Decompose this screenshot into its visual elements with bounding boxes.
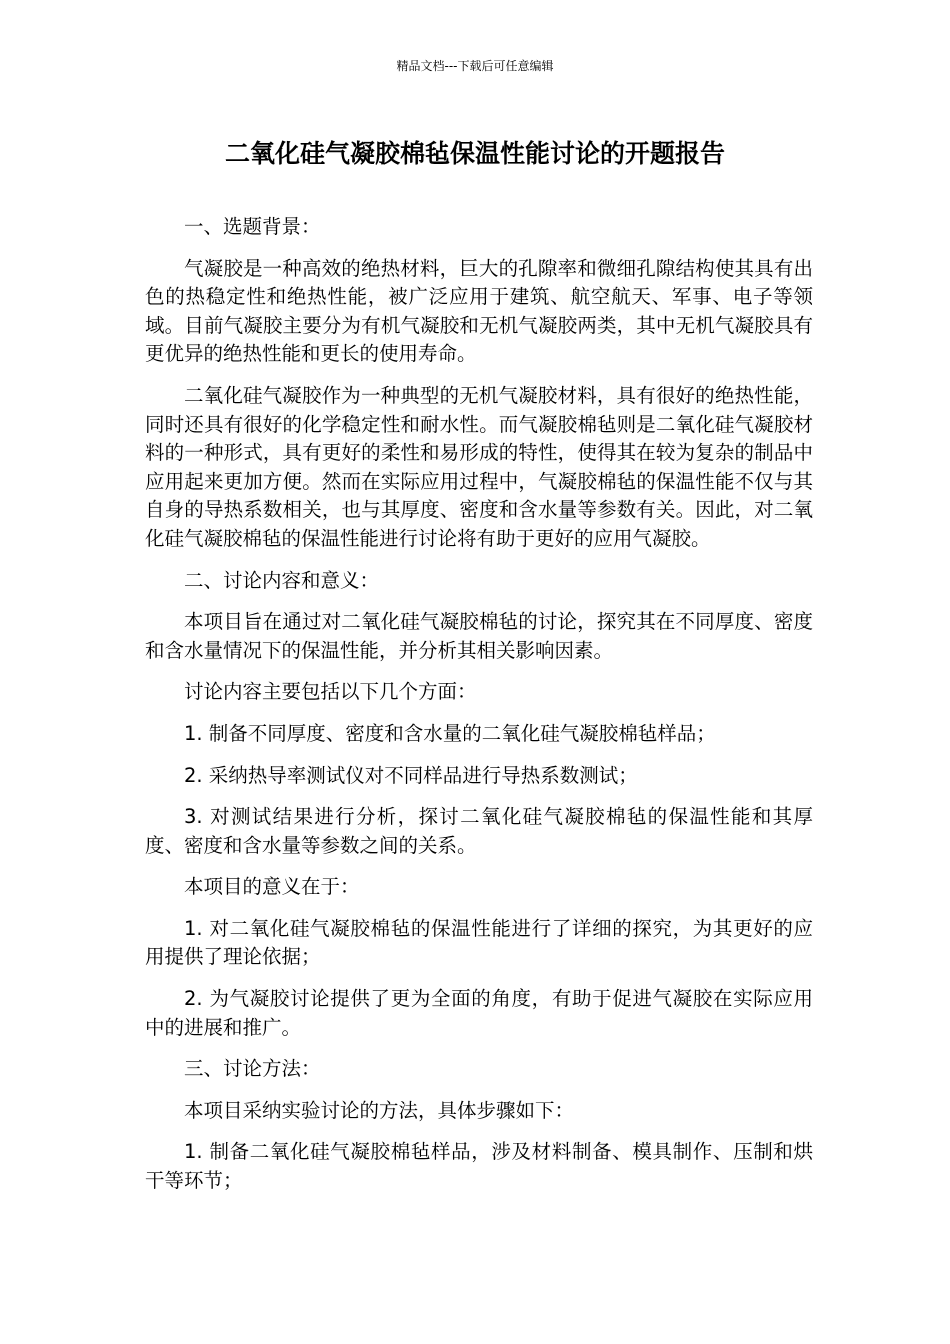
list-item-significance-2: 2. 为气凝胶讨论提供了更为全面的角度，有助于促进气凝胶在实际应用中的进展和推广。	[145, 987, 813, 1039]
paragraph-project-aim: 本项目旨在通过对二氧化硅气凝胶棉毡的讨论，探究其在不同厚度、密度和含水量情况下的保温性能，并分析其相关影响因素。	[145, 610, 813, 662]
paragraph-significance-intro: 本项目的意义在于：	[184, 875, 360, 899]
paragraph-methods-intro: 本项目采纳实验讨论的方法，具体步骤如下：	[184, 1098, 575, 1122]
paragraph-content-intro: 讨论内容主要包括以下几个方面：	[184, 680, 477, 704]
list-item-content-1: 1. 制备不同厚度、密度和含水量的二氧化硅气凝胶棉毡样品；	[184, 721, 716, 745]
section-heading-methods: 三、讨论方法：	[184, 1057, 321, 1081]
list-item-content-3: 3. 对测试结果进行分析，探讨二氧化硅气凝胶棉毡的保温性能和其厚度、密度和含水量等参数之间的关系。	[145, 805, 813, 857]
list-item-significance-1: 1. 对二氧化硅气凝胶棉毡的保温性能进行了详细的探究，为其更好的应用提供了理论依据；	[145, 916, 813, 969]
document-title: 二氧化硅气凝胶棉毡保温性能讨论的开题报告	[224, 139, 725, 168]
paragraph-aerogel-intro: 气凝胶是一种高效的绝热材料，巨大的孔隙率和微细孔隙结构使其具有出色的热稳定性和绝热性能，被广泛应用于建筑、航空航天、军事、电子等领域。目前气凝胶主要分为有机气凝胶和无机气凝胶两类，其中无机气凝胶具有更优异的绝热性能和更长的使用寿命。	[145, 256, 813, 366]
section-heading-content: 二、讨论内容和意义：	[184, 568, 380, 592]
section-heading-background: 一、选题背景：	[184, 215, 321, 238]
paragraph-silica-aerogel: 二氧化硅气凝胶作为一种典型的无机气凝胶材料，具有很好的绝热性能，同时还具有很好的化学稳定性和耐水性。而气凝胶棉毡则是二氧化硅气凝胶材料的一种形式，具有更好的柔性和易形成的特性，使得其在较为复杂的制品中应用起来更加方便。然而在实际应用过程中，气凝胶棉毡的保温性能不仅与其自身的导热系数相关，也与其厚度、密度和含水量等参数有关。因此，对二氧化硅气凝胶棉毡的保温性能进行讨论将有助于更好的应用气凝胶。	[145, 383, 813, 550]
page-header-note: 精品文档---下载后可任意编辑	[396, 59, 554, 73]
list-item-content-2: 2. 采纳热导率测试仪对不同样品进行导热系数测试；	[184, 763, 638, 787]
list-item-methods-1: 1. 制备二氧化硅气凝胶棉毡样品，涉及材料制备、模具制作、压制和烘干等环节；	[145, 1140, 813, 1193]
document-body	[145, 213, 813, 1209]
